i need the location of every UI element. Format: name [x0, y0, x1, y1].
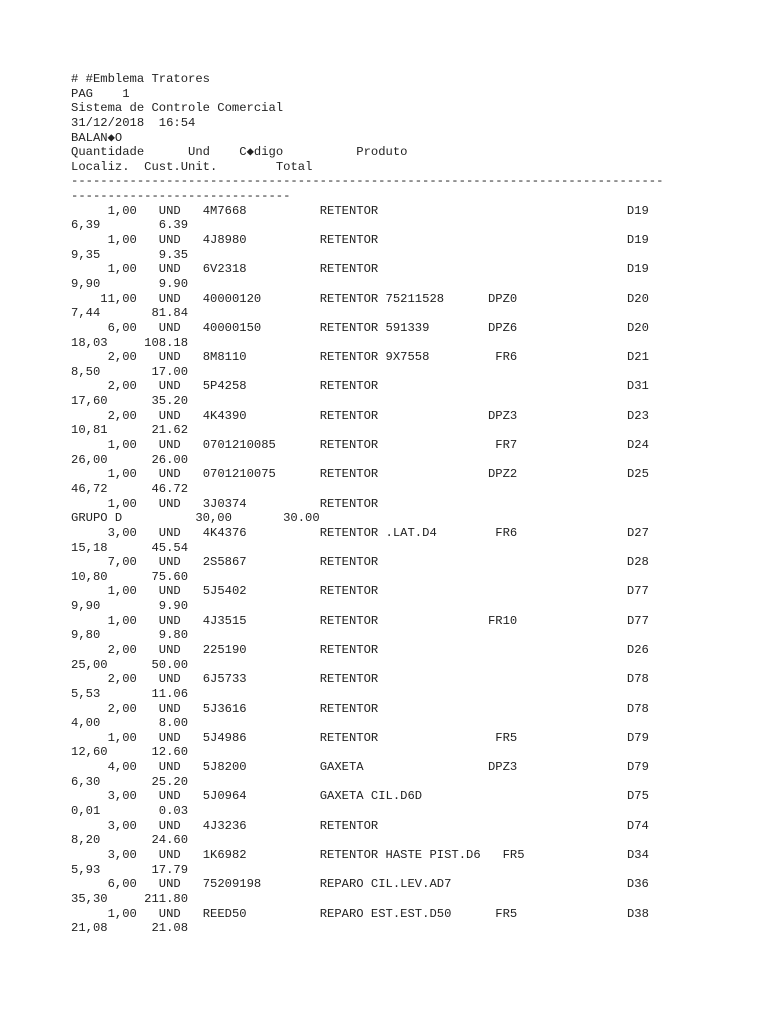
location-value: D20	[626, 291, 649, 306]
location-value: D75	[626, 789, 649, 804]
table-row	[71, 350, 663, 365]
report-date: 31/12/2018	[71, 115, 145, 130]
table-row	[71, 467, 663, 482]
unit-value: UND	[158, 262, 181, 277]
table-row	[71, 614, 663, 629]
cost-value: 0,01	[71, 804, 101, 819]
code-value: 5P4258	[202, 379, 247, 394]
table-row-continued	[71, 511, 663, 526]
unit-value: UND	[158, 877, 181, 892]
table-row-continued	[71, 863, 663, 878]
table-row-continued	[71, 248, 663, 263]
total-value: 46.72	[151, 481, 189, 496]
table-row	[71, 643, 663, 658]
cost-value: 8,50	[71, 364, 101, 379]
location-value: D24	[626, 438, 649, 453]
report-name-line	[71, 131, 663, 146]
table-row	[71, 731, 663, 746]
group-value: FR6	[487, 525, 518, 540]
quantity-value: 1,00	[107, 233, 137, 248]
location-value: D31	[626, 379, 649, 394]
table-row-continued	[71, 570, 663, 585]
cost-value: 21,08	[71, 921, 108, 936]
unit-value: UND	[158, 350, 181, 365]
col-localiz: Localiz.	[71, 159, 130, 174]
quantity-value: 3,00	[107, 847, 137, 862]
cost-value: 6,39	[71, 218, 101, 233]
location-value: D25	[626, 467, 649, 482]
total-value: 50.00	[151, 657, 189, 672]
group-value: DPZ3	[487, 760, 518, 775]
product-value: RETENTOR	[319, 730, 379, 745]
group-value: FR7	[487, 438, 518, 453]
system-line	[71, 101, 663, 116]
total-value: 6.39	[158, 218, 189, 233]
unit-value: UND	[158, 906, 181, 921]
unit-value: UND	[158, 701, 181, 716]
table-row-continued	[71, 804, 663, 819]
total-value: 9.90	[158, 276, 189, 291]
table-row	[71, 526, 663, 541]
location-value: D78	[626, 701, 649, 716]
location-value: D74	[626, 818, 649, 833]
page-number: 1	[122, 86, 130, 101]
unit-value: UND	[158, 760, 181, 775]
table-row-continued	[71, 394, 663, 409]
column-header-2	[71, 160, 663, 175]
group-value: FR5	[487, 730, 518, 745]
col-cust-unit: Cust.Unit.	[144, 159, 218, 174]
quantity-value: 1,00	[107, 613, 137, 628]
total-value: 11.06	[151, 686, 189, 701]
table-row-continued	[71, 921, 663, 936]
table-row	[71, 292, 663, 307]
unit-value: UND	[158, 818, 181, 833]
product-value: GAXETA CIL.D6D	[319, 789, 423, 804]
total-value: 9.80	[158, 628, 189, 643]
location-value: D19	[626, 262, 649, 277]
location-value: D77	[626, 584, 649, 599]
total-value: 24.60	[151, 833, 189, 848]
cost-value: 10,80	[71, 569, 108, 584]
product-value: RETENTOR	[319, 467, 379, 482]
unit-value: UND	[158, 789, 181, 804]
table-row-continued	[71, 687, 663, 702]
table-row-continued	[71, 716, 663, 731]
col-quantidade: Quantidade	[71, 145, 145, 160]
location-value: D77	[626, 613, 649, 628]
table-row-continued	[71, 218, 663, 233]
product-value: RETENTOR	[319, 203, 379, 218]
quantity-value: 2,00	[107, 642, 137, 657]
quantity-value: 1,00	[107, 438, 137, 453]
table-row-continued	[71, 745, 663, 760]
quantity-value: 1,00	[107, 262, 137, 277]
total-value: 17.79	[151, 862, 189, 877]
total-value: 211.80	[144, 891, 189, 906]
cost-value: 7,44	[71, 306, 101, 321]
cost-value: 46,72	[71, 481, 108, 496]
quantity-value: 1,00	[107, 730, 137, 745]
quantity-value: 2,00	[107, 408, 137, 423]
table-row-continued	[71, 628, 663, 643]
table-row	[71, 702, 663, 717]
product-value: RETENTOR 9X7558	[319, 350, 430, 365]
product-value: RETENTOR	[319, 613, 379, 628]
total-value: 81.84	[151, 306, 189, 321]
product-value: RETENTOR	[319, 438, 379, 453]
quantity-value: 1,00	[107, 584, 137, 599]
total-value: 108.18	[144, 335, 189, 350]
total-value: 8.00	[158, 716, 189, 731]
group-value: DPZ3	[487, 408, 518, 423]
cost-value: 6,30	[71, 774, 101, 789]
code-value: 5J4986	[202, 730, 247, 745]
unit-value: UND	[158, 730, 181, 745]
code-value: 225190	[202, 642, 247, 657]
table-row	[71, 555, 663, 570]
cost-value: 9,35	[71, 247, 101, 262]
quantity-value: 2,00	[107, 701, 137, 716]
col-produto: Produto	[356, 145, 408, 160]
separator-line	[71, 189, 663, 204]
cost-value: 18,03	[71, 335, 108, 350]
table-row-continued	[71, 306, 663, 321]
cost-value: 5,93	[71, 862, 101, 877]
table-row-continued	[71, 658, 663, 673]
total-value: 0.03	[158, 804, 189, 819]
unit-value: UND	[158, 291, 181, 306]
table-row	[71, 438, 663, 453]
location-value: D34	[626, 847, 649, 862]
table-row	[71, 262, 663, 277]
table-row-continued	[71, 833, 663, 848]
code-value: 75209198	[202, 877, 262, 892]
table-row	[71, 819, 663, 834]
code-value: 3J0374	[202, 496, 247, 511]
col-und: Und	[188, 145, 210, 160]
code-value: 2S5867	[202, 555, 247, 570]
total-value: 75.60	[151, 569, 189, 584]
product-value: RETENTOR	[319, 701, 379, 716]
table-row	[71, 379, 663, 394]
unit-value: UND	[158, 496, 181, 511]
unit-value: UND	[158, 555, 181, 570]
product-value: RETENTOR	[319, 496, 379, 511]
location-value: D26	[626, 642, 649, 657]
code-value: 5J0964	[202, 789, 247, 804]
location-value: D21	[626, 350, 649, 365]
product-value: RETENTOR 75211528	[319, 291, 445, 306]
company-line	[71, 72, 663, 87]
table-row-continued	[71, 541, 663, 556]
product-value: RETENTOR	[319, 584, 379, 599]
quantity-value: 4,00	[107, 760, 137, 775]
product-value: GAXETA	[319, 760, 364, 775]
code-value: 40000150	[202, 320, 262, 335]
unit-value: UND	[158, 613, 181, 628]
product-value: RETENTOR	[319, 642, 379, 657]
datetime-line	[71, 116, 663, 131]
col-codigo: C◆digo	[239, 145, 284, 160]
total-value: 25.20	[151, 774, 189, 789]
location-value: D19	[626, 203, 649, 218]
page-line	[71, 87, 663, 102]
product-value: RETENTOR	[319, 262, 379, 277]
cost-value: 12,60	[71, 745, 108, 760]
location-value: D20	[626, 320, 649, 335]
unit-value: UND	[158, 379, 181, 394]
code-value: 5J3616	[202, 701, 247, 716]
cost-value: 26,00	[71, 452, 108, 467]
product-value: RETENTOR	[319, 379, 379, 394]
cost-value: 10,81	[71, 423, 108, 438]
product-value: REPARO EST.EST.D50	[319, 906, 452, 921]
group-value: FR10	[487, 613, 518, 628]
unit-value: UND	[158, 584, 181, 599]
table-row-continued	[71, 599, 663, 614]
quantity-value: 1,00	[107, 467, 137, 482]
unit-value: UND	[158, 847, 181, 862]
table-row	[71, 877, 663, 892]
location-value: D27	[626, 525, 649, 540]
code-value: 5J5402	[202, 584, 247, 599]
unit-value: UND	[158, 320, 181, 335]
unit-value: UND	[158, 203, 181, 218]
unit-value: UND	[158, 525, 181, 540]
total-value: 26.00	[151, 452, 189, 467]
code-value: 6V2318	[202, 262, 247, 277]
table-row	[71, 204, 663, 219]
location-value: D79	[626, 730, 649, 745]
code-value: 6J5733	[202, 672, 247, 687]
total-value: 35.20	[151, 394, 189, 409]
quantity-value: 7,00	[107, 555, 137, 570]
code-value: 4J3515	[202, 613, 247, 628]
report-time: 16:54	[158, 115, 196, 130]
total-value: 45.54	[151, 540, 189, 555]
cost-value: 9,90	[71, 599, 101, 614]
location-value: D36	[626, 877, 649, 892]
product-value: RETENTOR .LAT.D4	[319, 525, 437, 540]
product-value: RETENTOR	[319, 555, 379, 570]
group-value: DPZ0	[487, 291, 518, 306]
cost-value: 35,30	[71, 891, 108, 906]
page-label: PAG	[71, 86, 93, 101]
location-value: D19	[626, 233, 649, 248]
location-value: D78	[626, 672, 649, 687]
table-row	[71, 907, 663, 922]
code-value: 4J3236	[202, 818, 247, 833]
unit-value: UND	[158, 642, 181, 657]
separator-line	[71, 174, 663, 189]
table-row	[71, 409, 663, 424]
table-row-continued	[71, 423, 663, 438]
unit-value: UND	[158, 467, 181, 482]
code-value: 4K4390	[202, 408, 247, 423]
table-row-continued	[71, 453, 663, 468]
group-total-line: GRUPO D 30,00 30.00	[71, 511, 320, 526]
code-value: 4M7668	[202, 203, 247, 218]
total-value: 21.08	[151, 921, 189, 936]
code-value: 1K6982	[202, 847, 247, 862]
table-row-continued	[71, 365, 663, 380]
quantity-value: 6,00	[107, 877, 137, 892]
code-value: 4K4376	[202, 525, 247, 540]
group-value: FR5	[487, 906, 518, 921]
table-row-continued	[71, 277, 663, 292]
product-value: RETENTOR HASTE PIST.D6 FR5	[319, 847, 525, 862]
code-value: 8M8110	[202, 350, 247, 365]
total-value: 9.90	[158, 599, 189, 614]
quantity-value: 2,00	[107, 672, 137, 687]
table-row	[71, 848, 663, 863]
group-value: FR6	[487, 350, 518, 365]
table-row	[71, 321, 663, 336]
cost-value: 4,00	[71, 716, 101, 731]
product-value: RETENTOR	[319, 233, 379, 248]
cost-value: 5,53	[71, 686, 101, 701]
unit-value: UND	[158, 408, 181, 423]
total-value: 21.62	[151, 423, 189, 438]
location-value: D23	[626, 408, 649, 423]
quantity-value: 1,00	[107, 496, 137, 511]
quantity-value: 1,00	[107, 203, 137, 218]
group-value: DPZ6	[487, 320, 518, 335]
report-name: BALAN◆O	[71, 130, 123, 145]
system-name: Sistema de Controle Comercial	[71, 101, 284, 116]
table-row-continued	[71, 775, 663, 790]
group-value: DPZ2	[487, 467, 518, 482]
cost-value: 9,80	[71, 628, 101, 643]
code-value: 5J8200	[202, 760, 247, 775]
quantity-value: 6,00	[107, 320, 137, 335]
table-row-continued	[71, 336, 663, 351]
product-value: REPARO CIL.LEV.AD7	[319, 877, 452, 892]
location-value: D28	[626, 555, 649, 570]
unit-value: UND	[158, 438, 181, 453]
cost-value: 9,90	[71, 276, 101, 291]
cost-value: 17,60	[71, 394, 108, 409]
quantity-value: 11,00	[100, 291, 137, 306]
product-value: RETENTOR	[319, 672, 379, 687]
code-value: 0701210075	[202, 467, 276, 482]
cost-value: 25,00	[71, 657, 108, 672]
location-value: D38	[626, 906, 649, 921]
separator: ------------------------------	[71, 189, 291, 204]
code-value: REED50	[202, 906, 247, 921]
code-value: 4J8980	[202, 233, 247, 248]
code-value: 0701210085	[202, 438, 276, 453]
report-document	[71, 72, 663, 936]
cost-value: 15,18	[71, 540, 108, 555]
table-row	[71, 760, 663, 775]
total-value: 17.00	[151, 364, 189, 379]
unit-value: UND	[158, 233, 181, 248]
table-row	[71, 497, 663, 512]
unit-value: UND	[158, 672, 181, 687]
location-value: D79	[626, 760, 649, 775]
table-row	[71, 672, 663, 687]
table-row	[71, 789, 663, 804]
quantity-value: 2,00	[107, 379, 137, 394]
column-header-1	[71, 145, 663, 160]
code-value: 40000120	[202, 291, 262, 306]
quantity-value: 1,00	[107, 906, 137, 921]
table-row	[71, 584, 663, 599]
product-value: RETENTOR	[319, 408, 379, 423]
separator: ---------------------------------------------------------------------------------	[71, 174, 664, 189]
quantity-value: 3,00	[107, 525, 137, 540]
total-value: 9.35	[158, 247, 189, 262]
table-row-continued	[71, 482, 663, 497]
col-total: Total	[275, 159, 313, 174]
table-row	[71, 233, 663, 248]
product-value: RETENTOR 591339	[319, 320, 430, 335]
total-value: 12.60	[151, 745, 189, 760]
company-name: # #Emblema Tratores	[71, 72, 210, 86]
product-value: RETENTOR	[319, 818, 379, 833]
table-row-continued	[71, 892, 663, 907]
cost-value: 8,20	[71, 833, 101, 848]
quantity-value: 2,00	[107, 350, 137, 365]
quantity-value: 3,00	[107, 789, 137, 804]
quantity-value: 3,00	[107, 818, 137, 833]
